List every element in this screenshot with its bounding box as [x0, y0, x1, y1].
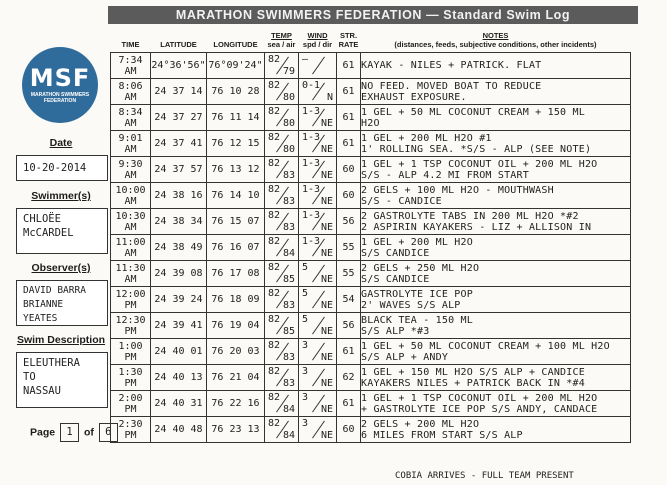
description-line: ELEUTHERA: [23, 357, 80, 369]
swim-description-label: Swim Description: [16, 334, 106, 346]
notes-cell[interactable]: [361, 53, 631, 79]
notes-cell[interactable]: [361, 313, 631, 339]
air-temp: 80: [282, 92, 295, 103]
sea-temp: 82: [268, 366, 281, 377]
wind-speed: 3: [302, 418, 309, 429]
note-line: S/S - ALP 4.2 MI FROM START: [361, 169, 529, 181]
swim-log-table: [110, 31, 631, 443]
stroke-rate-cell[interactable]: 61: [337, 53, 361, 79]
table-row: [111, 313, 631, 339]
stroke-rate-cell[interactable]: 60: [337, 183, 361, 209]
notes-cell[interactable]: [361, 391, 631, 417]
wind-cell[interactable]: [299, 53, 337, 79]
longitude-cell[interactable]: 76 22 16: [207, 391, 265, 417]
swimmers-field[interactable]: [16, 208, 108, 254]
notes-cell[interactable]: [361, 365, 631, 391]
time-cell[interactable]: 11:00 AM: [111, 235, 151, 261]
air-temp: 83: [282, 352, 295, 363]
table-row: [111, 131, 631, 157]
note-line: 1 GEL + 200 ML H2O: [361, 236, 473, 248]
stroke-rate-cell[interactable]: 55: [337, 261, 361, 287]
air-temp: 79: [282, 66, 295, 77]
wind-speed: 1-3: [302, 106, 321, 117]
time-cell[interactable]: 10:30 AM: [111, 209, 151, 235]
wind-direction: NE: [320, 326, 333, 337]
temp-cell[interactable]: [265, 339, 299, 365]
note-line: 2 GASTROLYTE TABS IN 200 ML H2O *#2: [361, 210, 579, 222]
wind-direction: NE: [320, 118, 333, 129]
notes-cell[interactable]: [361, 209, 631, 235]
note-line: S/S CANDICE: [361, 273, 430, 285]
air-temp: 83: [282, 300, 295, 311]
temp-cell[interactable]: [265, 53, 299, 79]
wind-cell[interactable]: [299, 157, 337, 183]
latitude-cell[interactable]: 24 37 57: [151, 157, 207, 183]
stroke-rate-cell[interactable]: 55: [337, 235, 361, 261]
note-line: S/S - CANDICE: [361, 195, 442, 207]
wind-speed: 5: [302, 262, 309, 273]
temp-cell[interactable]: [265, 313, 299, 339]
table-row: [111, 391, 631, 417]
sea-temp: 82: [268, 54, 281, 65]
air-temp: 84: [282, 430, 295, 441]
longitude-cell[interactable]: 76 23 13: [207, 417, 265, 443]
longitude-cell[interactable]: 76 14 10: [207, 183, 265, 209]
msf-logo: [22, 47, 98, 123]
wind-cell[interactable]: [299, 313, 337, 339]
temp-cell[interactable]: [265, 261, 299, 287]
time-cell[interactable]: 10:00 AM: [111, 183, 151, 209]
stroke-rate-cell[interactable]: 56: [337, 313, 361, 339]
note-line: KAYAKERS NILES + PATRICK BACK IN *#4: [361, 377, 585, 389]
description-line: NASSAU: [23, 385, 61, 397]
stroke-rate-cell[interactable]: 61: [337, 391, 361, 417]
note-line: S/S ALP + ANDY: [361, 351, 449, 363]
wind-cell[interactable]: [299, 339, 337, 365]
note-line: 2 ASPIRIN KAYAKERS - LIZ + ALLISON IN: [361, 221, 592, 233]
swimmer-line: McCARDEL: [23, 227, 74, 239]
wind-direction: NE: [320, 378, 333, 389]
time-cell[interactable]: 9:01 AM: [111, 131, 151, 157]
table-row: [111, 287, 631, 313]
wind-direction: NE: [320, 222, 333, 233]
temp-cell[interactable]: [265, 365, 299, 391]
time-cell[interactable]: 7:34 AM: [111, 53, 151, 79]
note-line: 2 GELS + 200 ML H2O: [361, 418, 480, 430]
note-line: 6 MILES FROM START S/S ALP: [361, 429, 523, 441]
col-wind: WIND spd / dir: [302, 31, 333, 49]
stroke-rate-cell[interactable]: 62: [337, 365, 361, 391]
wind-cell[interactable]: [299, 287, 337, 313]
notes-cell[interactable]: [361, 131, 631, 157]
time-cell[interactable]: 2:30 PM: [111, 417, 151, 443]
wind-cell[interactable]: [299, 105, 337, 131]
sea-temp: 82: [268, 314, 281, 325]
wind-speed: 3: [302, 366, 309, 377]
stroke-rate-cell[interactable]: 56: [337, 209, 361, 235]
note-line: GASTROLYTE ICE POP: [361, 288, 473, 300]
swimmers-label: Swimmer(s): [31, 190, 91, 202]
note-line: 1 GEL + 150 ML H2O S/S ALP + CANDICE: [361, 366, 585, 378]
col-time: TIME: [121, 40, 140, 49]
latitude-cell[interactable]: 24 40 48: [151, 417, 207, 443]
air-temp: 84: [282, 248, 295, 259]
table-row: [111, 157, 631, 183]
wind-cell[interactable]: [299, 365, 337, 391]
sea-temp: 82: [268, 236, 281, 247]
sea-temp: 82: [268, 132, 281, 143]
wind-cell[interactable]: [299, 131, 337, 157]
log-rows: [111, 53, 631, 443]
notes-cell[interactable]: [361, 183, 631, 209]
table-header-row: [111, 31, 631, 53]
note-line: S/S ALP *#3: [361, 325, 430, 337]
col-temp: TEMP sea / air: [267, 31, 296, 49]
col-latitude: LATITUDE: [160, 40, 197, 49]
air-temp: 80: [282, 118, 295, 129]
notes-cell[interactable]: [361, 339, 631, 365]
stroke-rate-cell[interactable]: 60: [337, 417, 361, 443]
air-temp: 83: [282, 170, 295, 181]
col-notes: NOTES (distances, feeds, subjective conditions, other incidents): [394, 31, 597, 49]
logo-name-line1: MARATHON SWIMMERS: [30, 92, 90, 98]
air-temp: 83: [282, 378, 295, 389]
wind-direction: NE: [320, 144, 333, 155]
note-line: 1' ROLLING SEA. *S/S - ALP (SEE NOTE): [361, 143, 592, 155]
note-line: 1 GEL + 50 ML COCONUT CREAM + 100 ML H2O: [361, 340, 610, 352]
sea-temp: 82: [268, 418, 281, 429]
wind-direction: NE: [320, 248, 333, 259]
sea-temp: 82: [268, 184, 281, 195]
note-line: 2 GELS + 250 ML H2O: [361, 262, 480, 274]
sea-temp: 82: [268, 262, 281, 273]
table-row: [111, 365, 631, 391]
notes-cell[interactable]: [361, 261, 631, 287]
sea-temp: 82: [268, 210, 281, 221]
wind-cell[interactable]: [299, 235, 337, 261]
note-line: H2O: [361, 117, 380, 129]
description-line: TO: [23, 371, 36, 383]
wind-direction: NE: [320, 274, 333, 285]
observers-label: Observer(s): [31, 262, 91, 274]
latitude-cell[interactable]: 24 37 14: [151, 79, 207, 105]
time-cell[interactable]: 1:30 PM: [111, 365, 151, 391]
note-line: 2' WAVES S/S ALP: [361, 299, 461, 311]
observer-line: DAVID BARRA: [23, 285, 86, 296]
temp-cell[interactable]: [265, 209, 299, 235]
latitude-cell[interactable]: 24 38 49: [151, 235, 207, 261]
time-cell[interactable]: 11:30 AM: [111, 261, 151, 287]
wind-speed: 3: [302, 392, 309, 403]
longitude-cell[interactable]: 76 20 03: [207, 339, 265, 365]
air-temp: 83: [282, 222, 295, 233]
table-row: [111, 209, 631, 235]
sea-temp: 82: [268, 340, 281, 351]
notes-cell[interactable]: [361, 79, 631, 105]
sea-temp: 82: [268, 288, 281, 299]
temp-cell[interactable]: [265, 105, 299, 131]
temp-cell[interactable]: [265, 183, 299, 209]
wind-direction: NE: [320, 196, 333, 207]
latitude-cell[interactable]: 24 39 24: [151, 287, 207, 313]
wind-cell[interactable]: [299, 209, 337, 235]
table-row: [111, 339, 631, 365]
wind-speed: 3: [302, 340, 309, 351]
swim-description-field[interactable]: [16, 352, 108, 408]
longitude-cell[interactable]: 76°09'24": [207, 53, 265, 79]
air-temp: 85: [282, 326, 295, 337]
note-line: BLACK TEA - 150 ML: [361, 314, 473, 326]
wind-speed: 5: [302, 288, 309, 299]
logo-abbr: MSF: [29, 64, 91, 92]
note-line: 1 GEL + 200 ML H2O #1: [361, 132, 492, 144]
wind-cell[interactable]: [299, 79, 337, 105]
note-line: S/S CANDICE: [361, 247, 430, 259]
sea-temp: 82: [268, 80, 281, 91]
of-label: of: [83, 426, 94, 439]
page-total-field[interactable]: 6: [99, 423, 118, 442]
latitude-cell[interactable]: 24 40 13: [151, 365, 207, 391]
temp-cell[interactable]: [265, 235, 299, 261]
temp-cell[interactable]: [265, 131, 299, 157]
observers-field[interactable]: [16, 280, 108, 326]
latitude-cell[interactable]: 24 37 27: [151, 105, 207, 131]
col-longitude: LONGITUDE: [213, 40, 258, 49]
wind-direction: NE: [320, 430, 333, 441]
stroke-rate-cell[interactable]: 61: [337, 339, 361, 365]
notes-cell[interactable]: [361, 417, 631, 443]
temp-cell[interactable]: [265, 79, 299, 105]
page-label: Page: [30, 426, 56, 439]
date-field[interactable]: 10-20-2014: [16, 155, 108, 181]
table-row: [111, 417, 631, 443]
table-row: [111, 261, 631, 287]
longitude-cell[interactable]: 76 17 08: [207, 261, 265, 287]
date-label: Date: [49, 137, 73, 149]
extra-note: COBIA ARRIVES - FULL TEAM PRESENT: [395, 471, 574, 481]
temp-cell[interactable]: [265, 287, 299, 313]
table-row: [111, 235, 631, 261]
wind-direction: NE: [320, 352, 333, 363]
time-cell[interactable]: 9:30 AM: [111, 157, 151, 183]
stroke-rate-cell[interactable]: 61: [337, 131, 361, 157]
sea-temp: 82: [268, 106, 281, 117]
longitude-cell[interactable]: 76 21 04: [207, 365, 265, 391]
stroke-rate-cell[interactable]: 60: [337, 157, 361, 183]
table-row: [111, 53, 631, 79]
wind-speed: 1-3: [302, 158, 321, 169]
observer-line: BRIANNE YEATES: [23, 299, 64, 324]
air-temp: 85: [282, 274, 295, 285]
air-temp: 80: [282, 144, 295, 155]
table-row: [111, 183, 631, 209]
table-row: [111, 79, 631, 105]
wind-direction: NE: [320, 300, 333, 311]
wind-direction: NE: [320, 404, 333, 415]
table-row: [111, 105, 631, 131]
wind-direction: N: [326, 92, 333, 103]
latitude-cell[interactable]: 24 40 01: [151, 339, 207, 365]
time-cell[interactable]: 2:00 PM: [111, 391, 151, 417]
note-line: 1 GEL + 50 ML COCONUT CREAM + 150 ML: [361, 106, 585, 118]
wind-cell[interactable]: [299, 391, 337, 417]
longitude-cell[interactable]: 76 10 28: [207, 79, 265, 105]
latitude-cell[interactable]: 24 39 08: [151, 261, 207, 287]
page-number-field[interactable]: 1: [60, 423, 79, 442]
note-line: KAYAK - NILES + PATRICK. FLAT: [361, 60, 542, 71]
page-indicator: [30, 423, 120, 442]
latitude-cell[interactable]: 24 37 41: [151, 131, 207, 157]
latitude-cell[interactable]: 24 40 31: [151, 391, 207, 417]
wind-cell[interactable]: [299, 417, 337, 443]
temp-cell[interactable]: [265, 417, 299, 443]
wind-speed: 1-3: [302, 210, 321, 221]
stroke-rate-cell[interactable]: 61: [337, 105, 361, 131]
wind-cell[interactable]: [299, 183, 337, 209]
latitude-cell[interactable]: 24 38 16: [151, 183, 207, 209]
wind-speed: 1-3: [302, 184, 321, 195]
time-cell[interactable]: 12:30 PM: [111, 313, 151, 339]
latitude-cell[interactable]: 24 39 41: [151, 313, 207, 339]
stroke-rate-cell[interactable]: 61: [337, 79, 361, 105]
air-temp: 83: [282, 196, 295, 207]
time-cell[interactable]: 12:00 PM: [111, 287, 151, 313]
note-line: NO FEED. MOVED BOAT TO REDUCE: [361, 80, 542, 92]
note-line: 2 GELS + 100 ML H2O - MOUTHWASH: [361, 184, 554, 196]
wind-cell[interactable]: [299, 261, 337, 287]
logo-name-line2: FEDERATION: [43, 98, 77, 104]
longitude-cell[interactable]: 76 12 15: [207, 131, 265, 157]
longitude-cell[interactable]: 76 19 04: [207, 313, 265, 339]
longitude-cell[interactable]: 76 11 14: [207, 105, 265, 131]
wind-speed: 1-3: [302, 132, 321, 143]
wind-direction: NE: [320, 170, 333, 181]
notes-cell[interactable]: [361, 157, 631, 183]
note-line: 1 GEL + 1 TSP COCONUT OIL + 200 ML H2O: [361, 158, 598, 170]
stroke-rate-cell[interactable]: 54: [337, 287, 361, 313]
notes-cell[interactable]: [361, 287, 631, 313]
temp-cell[interactable]: [265, 391, 299, 417]
swimmer-line: CHLOËE: [23, 213, 61, 225]
wind-speed: —: [302, 54, 309, 65]
note-line: EXHAUST EXPOSURE.: [361, 91, 467, 103]
temp-cell[interactable]: [265, 157, 299, 183]
note-line: 1 GEL + 1 TSP COCONUT OIL + 200 ML H2O: [361, 392, 598, 404]
sea-temp: 82: [268, 158, 281, 169]
notes-cell[interactable]: [361, 235, 631, 261]
note-line: + GASTROLYTE ICE POP S/S ANDY, CANDACE: [361, 403, 598, 415]
col-rate: STR. RATE: [338, 31, 359, 49]
wind-speed: 5: [302, 314, 309, 325]
latitude-cell[interactable]: 24 38 34: [151, 209, 207, 235]
notes-cell[interactable]: [361, 105, 631, 131]
longitude-cell[interactable]: 76 13 12: [207, 157, 265, 183]
wind-speed: 0-1: [302, 80, 321, 91]
wind-speed: 1-3: [302, 236, 321, 247]
sea-temp: 82: [268, 392, 281, 403]
longitude-cell[interactable]: 76 15 07: [207, 209, 265, 235]
air-temp: 84: [282, 404, 295, 415]
longitude-cell[interactable]: 76 18 09: [207, 287, 265, 313]
time-cell[interactable]: 1:00 PM: [111, 339, 151, 365]
latitude-cell[interactable]: 24°36'56": [151, 53, 207, 79]
time-cell[interactable]: 8:06 AM: [111, 79, 151, 105]
time-cell[interactable]: 8:34 AM: [111, 105, 151, 131]
log-title: MARATHON SWIMMERS FEDERATION — Standard Swim Log: [108, 6, 638, 24]
longitude-cell[interactable]: 76 16 07: [207, 235, 265, 261]
